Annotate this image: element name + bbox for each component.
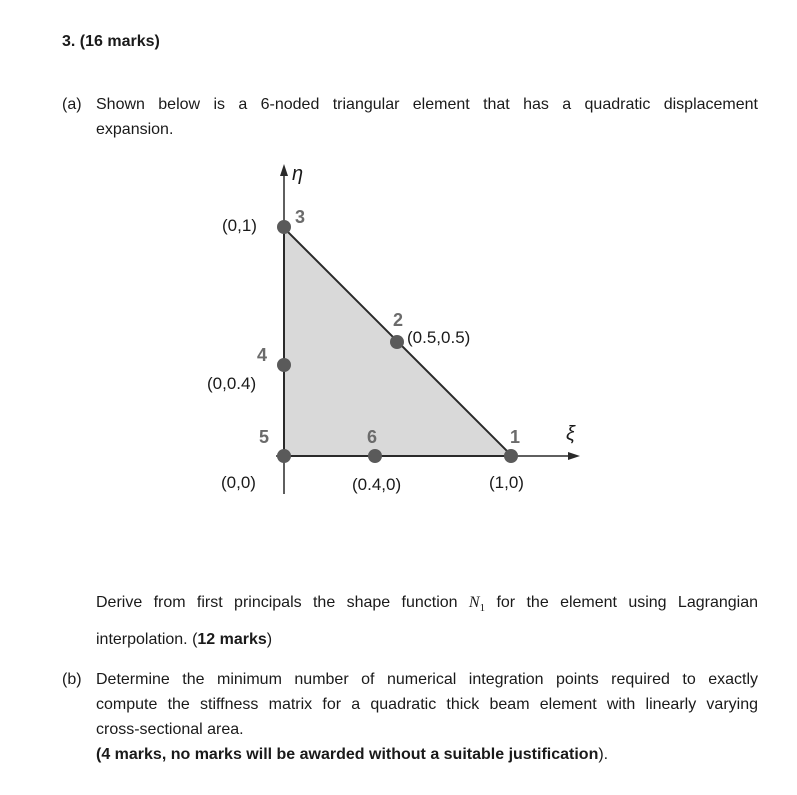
node-1-coord: (1,0) xyxy=(489,473,524,492)
node-4 xyxy=(277,358,291,372)
part-b-line-1: Determine the minimum number of numerical integration points required to exactly xyxy=(96,671,758,688)
part-b-marks: 4 marks, no marks will be awarded without a suitable justification xyxy=(101,746,599,763)
part-b-line-2: compute the stiffness matrix for a quadratic thick beam element with linearly varying xyxy=(96,696,758,713)
node-2-number: 2 xyxy=(393,310,404,330)
derive-line-2-pre: interpolation. ( xyxy=(96,631,198,649)
node-2 xyxy=(390,335,404,349)
eta-axis-arrowhead xyxy=(280,164,288,176)
node-2-coord: (0.5,0.5) xyxy=(407,328,471,347)
derive-line-1 xyxy=(96,587,758,624)
derive-line-1-post: for the element using Lagrangian xyxy=(496,594,759,611)
shape-function-subscript: 1 xyxy=(479,602,486,615)
node-5 xyxy=(277,449,291,463)
eta-axis-label: η xyxy=(292,163,304,185)
node-4-number: 4 xyxy=(257,345,268,365)
question-title: 3. (16 marks) xyxy=(62,33,160,50)
shape-function-symbol xyxy=(468,594,486,615)
shape-function-letter: N xyxy=(468,594,480,611)
node-1 xyxy=(504,449,518,463)
node-4-coord: (0,0.4) xyxy=(207,374,257,393)
node-6 xyxy=(368,449,382,463)
part-b-label: (b) xyxy=(62,671,82,688)
part-b-marks-close: ). xyxy=(598,746,609,763)
part-a-label: (a) xyxy=(62,96,82,113)
node-3 xyxy=(277,220,291,234)
derive-marks: 12 marks xyxy=(197,631,267,649)
node-5-number: 5 xyxy=(259,427,270,447)
node-3-number: 3 xyxy=(295,207,306,227)
part-b-marks-line xyxy=(96,742,758,767)
derive-line-1-pre: Derive from first principals the shape function xyxy=(96,594,458,611)
node-6-coord: (0.4,0) xyxy=(352,475,402,494)
part-b-text xyxy=(96,667,758,767)
xi-axis-arrowhead xyxy=(568,452,580,460)
node-1-number: 1 xyxy=(510,427,521,447)
part-a-derive-text xyxy=(96,587,758,655)
xi-axis-label: ξ xyxy=(566,423,575,445)
part-a-line-2: expansion. xyxy=(96,121,174,138)
node-6-number: 6 xyxy=(367,427,378,447)
node-5-coord: (0,0) xyxy=(221,473,256,492)
part-b-line-3: cross-sectional area. xyxy=(96,721,244,738)
derive-line-2-post: ) xyxy=(266,631,273,649)
derive-line-2 xyxy=(96,624,758,655)
node-3-coord: (0,1) xyxy=(222,216,257,235)
part-b-marks-open: ( xyxy=(96,746,102,763)
part-a-line-1: Shown below is a 6-noded triangular element that has a quadratic displacement xyxy=(96,96,758,113)
